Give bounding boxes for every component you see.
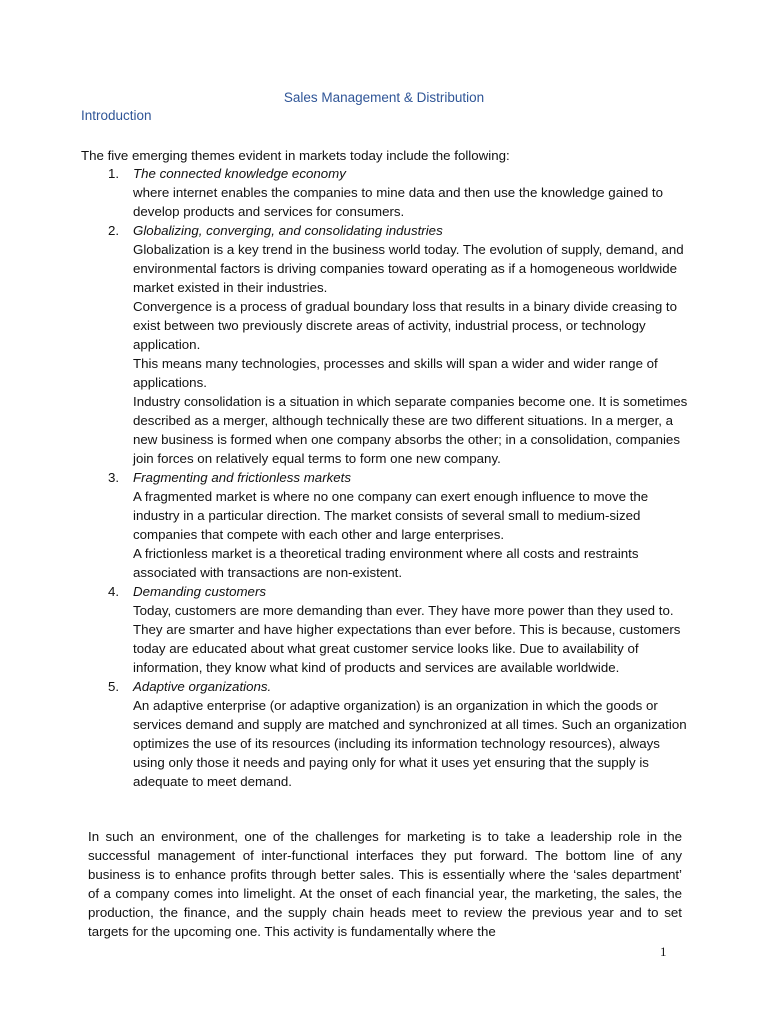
theme-paragraph: Industry consolidation is a situation in which separate companies become one. It is sometimes described as a merger, although technically these are two different situations. In a merger, a new business is formed when one company absorbs the other; in a consolidation, companies join forces on relatively equal terms to form one new company. (133, 394, 688, 466)
list-item (81, 582, 693, 677)
theme-title: Fragmenting and frictionless markets (133, 470, 352, 485)
document-title: Sales Management & Distribution (283, 90, 485, 105)
theme-title: Demanding customers (133, 584, 267, 599)
theme-paragraph: Convergence is a process of gradual boundary loss that results in a binary divide creasing to exist between two previously discrete areas of activity, industrial process, or technology application. (133, 299, 677, 352)
list-item (81, 677, 693, 791)
list-number: 4. (108, 584, 120, 599)
list-item (81, 468, 693, 582)
list-item (81, 164, 693, 221)
list-number: 5. (108, 679, 120, 694)
theme-title: Globalizing, converging, and consolidating industries (133, 223, 443, 238)
page-number: 1 (660, 944, 667, 959)
theme-paragraph: where internet enables the companies to mine data and then use the knowledge gained to develop products and services for consumers. (133, 185, 664, 219)
list-number: 1. (108, 166, 120, 181)
list-item (81, 221, 693, 468)
theme-paragraph: Globalization is a key trend in the business world today. The evolution of supply, demand, and environmental factors is driving companies toward operating as if a homogeneous worldwide market existed in their industries. (133, 242, 684, 295)
intro-sentence: The five emerging themes evident in markets today include the following: (81, 148, 510, 163)
list-number: 3. (108, 470, 120, 485)
theme-paragraph: An adaptive enterprise (or adaptive organization) is an organization in which the goods or services demand and supply are matched and synchronized at all times. Such an organization optimizes the use of its resources (including its information technology resources), always using only those it needs and paying only for what it uses yet ensuring that the supply is adequate to meet demand. (133, 698, 687, 789)
section-heading-introduction: Introduction (81, 108, 152, 123)
closing-paragraph: In such an environment, one of the challenges for marketing is to take a leadership role in the successful management of inter-functional interfaces they put forward. The bottom line of any business is to enhance profits through better sales. This is essentially where the ‘sales department’ of a company comes into limelight. At the onset of each financial year, the marketing, the sales, the production, the finance, and the supply chain heads meet to review the previous year and to set targets for the upcoming one. This activity is fundamentally where the (88, 829, 682, 939)
theme-paragraph: Today, customers are more demanding than ever. They have more power than they used to. They are smarter and have higher expectations than ever before. This is because, customers today are educated about what great customer service looks like. Due to availability of information, they know what kind of products and services are available worldwide. (133, 603, 681, 675)
theme-paragraph: A frictionless market is a theoretical trading environment where all costs and restraints associated with transactions are non-existent. (133, 546, 639, 580)
theme-title: Adaptive organizations. (133, 679, 272, 694)
themes-list (81, 164, 693, 791)
list-number: 2. (108, 223, 120, 238)
theme-paragraph: A fragmented market is where no one company can exert enough influence to move the industry in a particular direction. The market consists of several small to medium-sized companies that compete with each other and large enterprises. (133, 489, 649, 542)
theme-paragraph: This means many technologies, processes and skills will span a wider and wider range of applications. (133, 356, 658, 390)
theme-title: The connected knowledge economy (133, 166, 346, 181)
